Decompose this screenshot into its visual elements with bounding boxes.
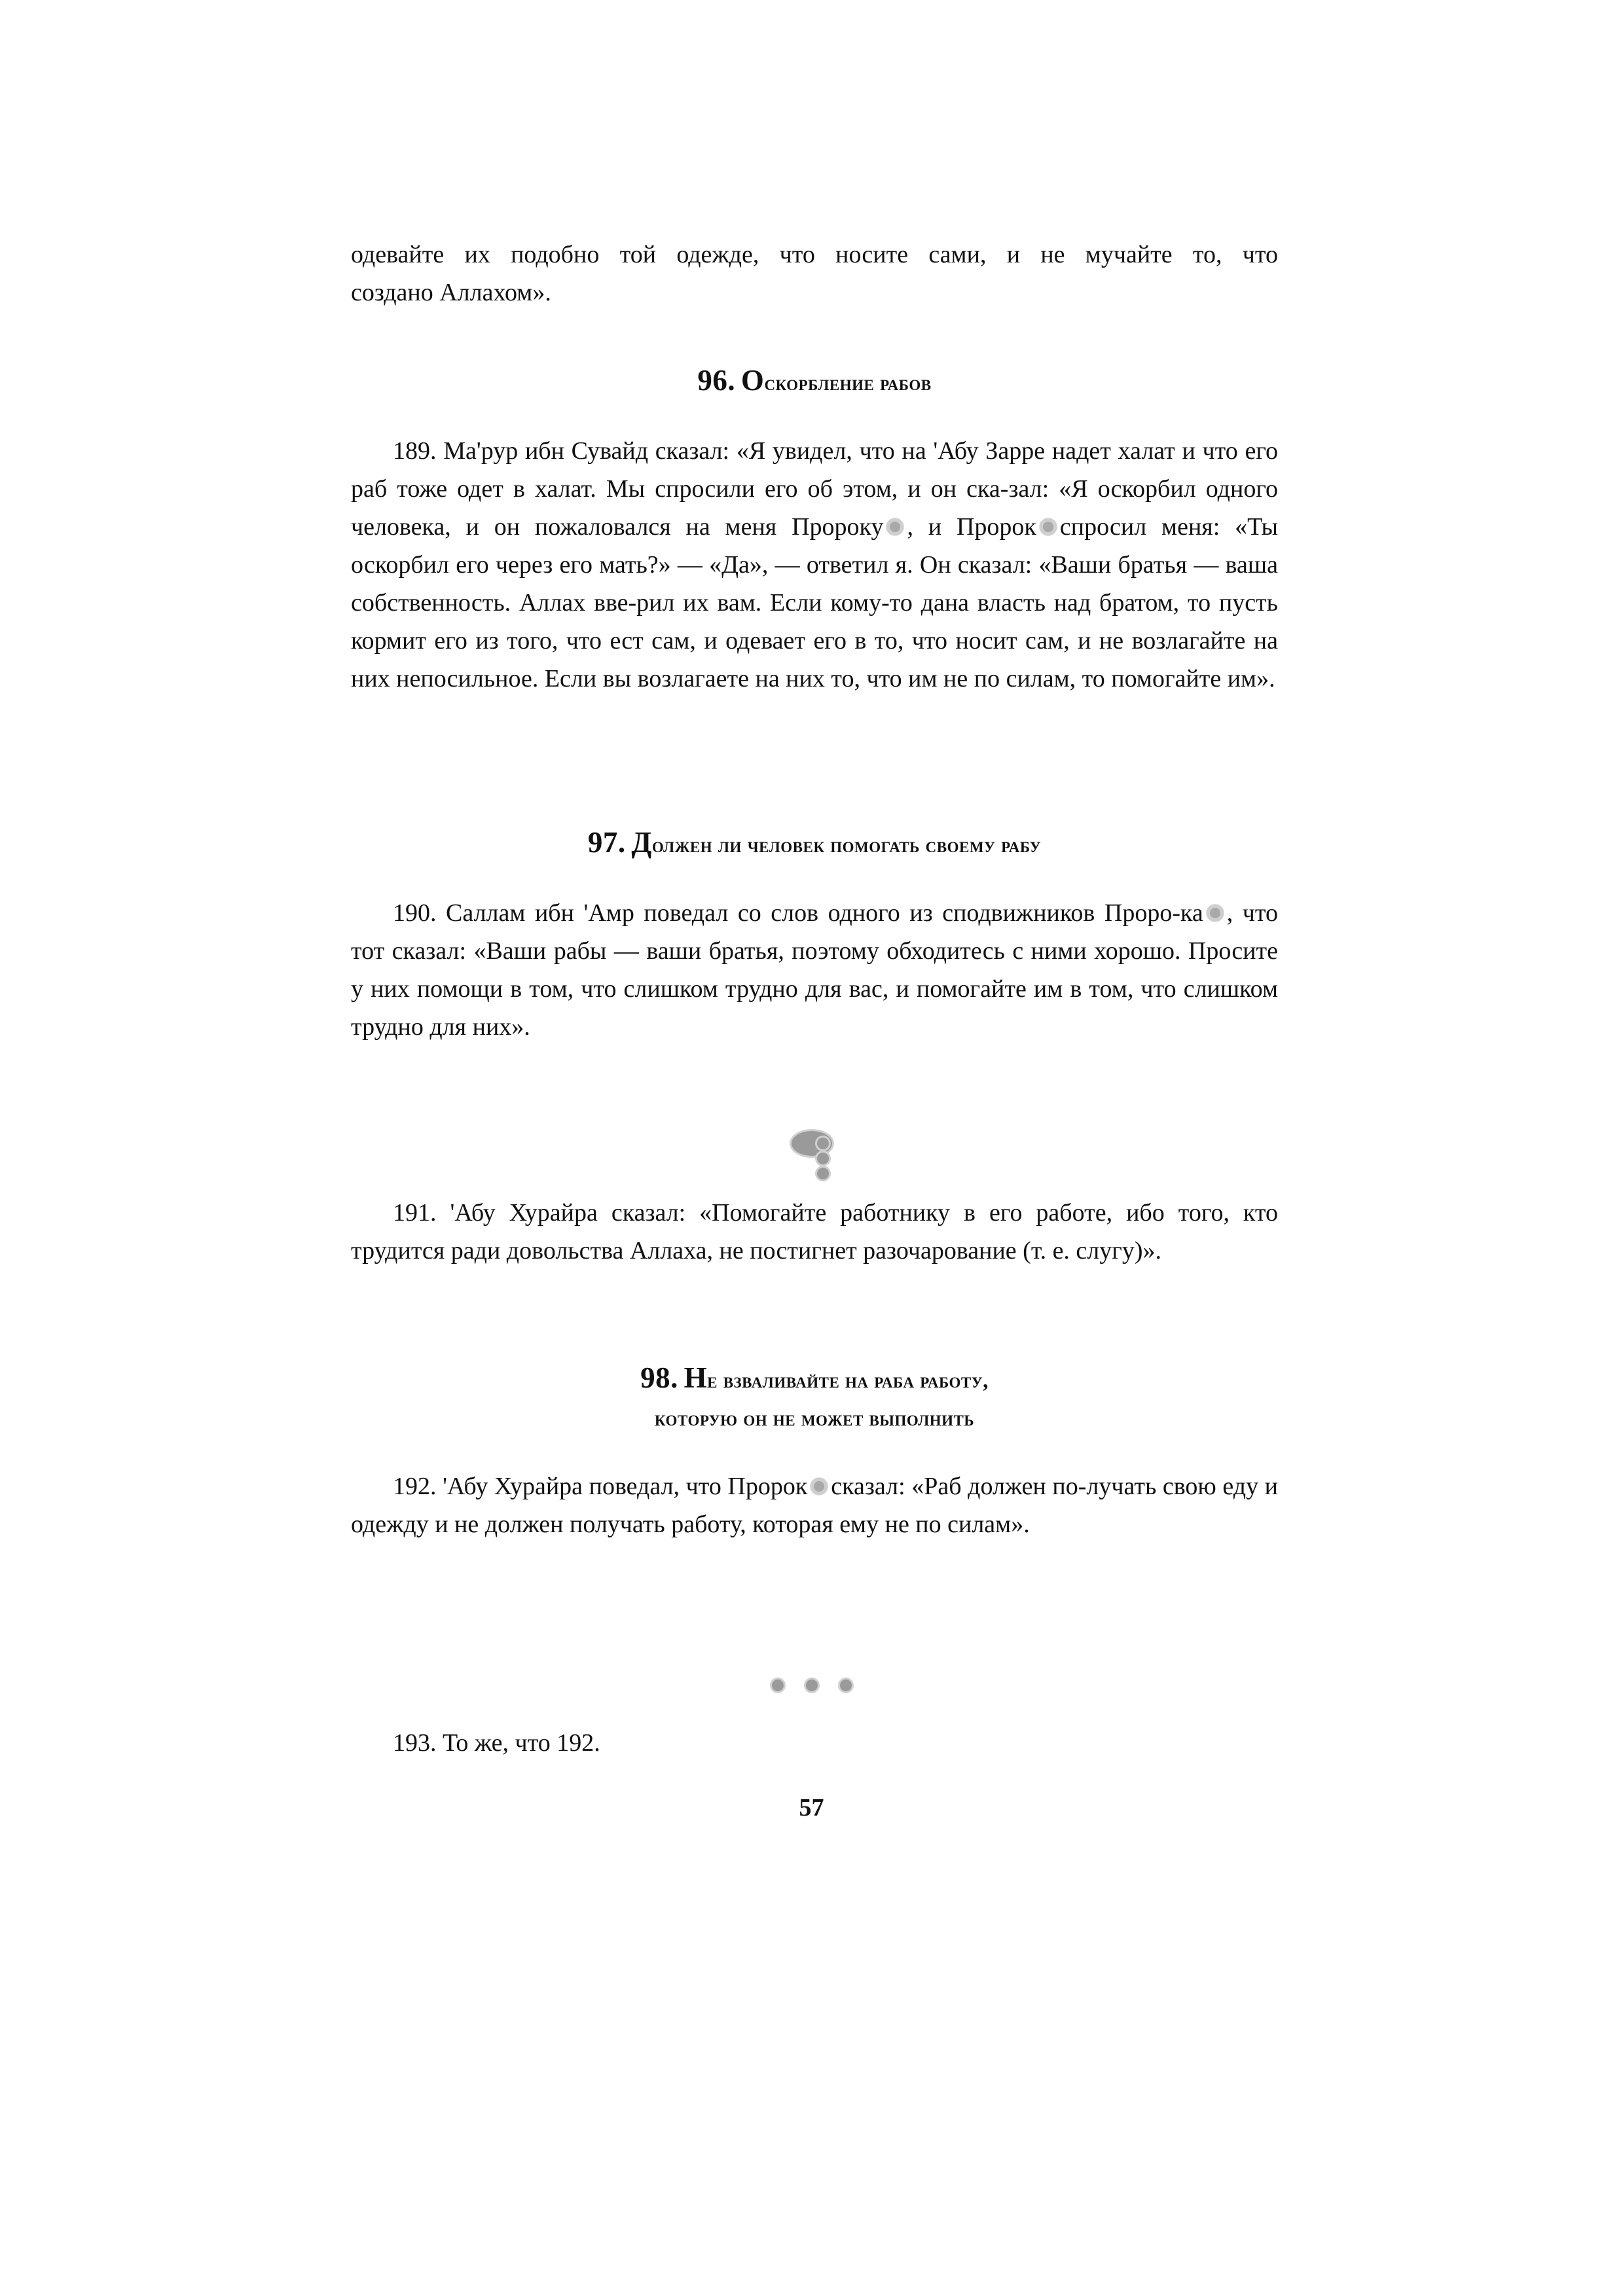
- hadith-text: , что тот сказал: «Ваши рабы — ваши братья, поэтому обходитесь с ними хорошо. Просите у них помощи в том, что слишком трудно для вас, и помогайте им в том, что слишком трудно для них».: [351, 899, 1278, 1041]
- paragraph-line: одевайте их подобно той одежде, что носите сами, и не мучайте то, что: [351, 241, 1278, 268]
- page-number: 57: [799, 1794, 824, 1821]
- chapter-heading-98: [351, 1359, 1278, 1438]
- hadith-text: спросил меня: «Ты оскорбил его через его мать?» — «Да», — ответил я. Он сказал: «Ваши братья — ваша собственность. Аллах вве-рил их вам. Если кому-то дана власть над братом, то пусть кормит его из того, что ест сам, и одевает его в то, что носит сам, и не возлагайте на них непосильное. Если вы возлагаете на них то, что им не по силам, то помогайте им».: [351, 513, 1278, 692]
- pbuh-icon: [1205, 903, 1226, 924]
- hadith-191: [351, 1194, 1278, 1270]
- pbuh-icon: [809, 1476, 830, 1497]
- star-icon: [806, 1679, 818, 1691]
- star-icon: [817, 1168, 829, 1179]
- section-separator: [0, 1679, 1623, 1695]
- chapter-title-initial: О: [740, 364, 765, 397]
- chapter-number: 97.: [587, 826, 626, 859]
- separator-box: [792, 1131, 832, 1156]
- pbuh-icon: [884, 516, 905, 537]
- hadith-text: 190. Саллам ибн 'Амр поведал со слов одного из сподвижников Проро-ка: [393, 899, 1203, 927]
- chapter-title-line2: которую он не может выполнить: [654, 1407, 975, 1431]
- pbuh-icon: [1038, 516, 1059, 537]
- chapter-title: олжен ли человек помогать своему рабу: [651, 834, 1042, 857]
- star-icon: [817, 1153, 829, 1164]
- section-separator: [0, 1131, 1623, 1183]
- hadith-text: 191. 'Абу Хурайра сказал: «Помогайте работнику в его работе, ибо того, кто трудится ради довольства Аллаха, не постигнет разочарование (т. е. слугу)».: [351, 1199, 1278, 1265]
- hadith-text: сказал: «Раб должен по-лучать свою еду и одежду и не должен получать работу, которая ему не по силам».: [351, 1473, 1278, 1538]
- paragraph-continuation: [351, 236, 1278, 312]
- chapter-title: скорбление рабов: [764, 372, 932, 395]
- chapter-title-initial: Н: [684, 1361, 708, 1394]
- hadith-text: 193. То же, что 192.: [393, 1729, 600, 1757]
- star-icon: [840, 1679, 852, 1691]
- hadith-190: [351, 894, 1278, 1046]
- hadith-text: , и Пророк: [907, 513, 1036, 541]
- chapter-heading-97: [351, 823, 1278, 865]
- hadith-193: [351, 1724, 1278, 1762]
- chapter-number: 96.: [697, 364, 736, 397]
- hadith-text: 189. Ма'рур ибн Сувайд сказал: «Я увидел, что на 'Абу Зарре надет халат и что его раб тоже одет в халат. Мы спросили его об этом, и он ска-зал: «Я оскорбил одного человека, и он пожаловался на меня Пророку: [351, 437, 1278, 541]
- hadith-text: 192. 'Абу Хурайра поведал, что Пророк: [393, 1473, 808, 1500]
- chapter-heading-96: [351, 361, 1278, 403]
- chapter-title: е взваливайте на раба работу,: [707, 1369, 989, 1393]
- star-icon: [817, 1138, 829, 1149]
- star-icon: [772, 1679, 784, 1691]
- paragraph-line: создано Аллахом».: [351, 279, 551, 306]
- chapter-title-initial: Д: [631, 826, 652, 859]
- hadith-189: [351, 432, 1278, 698]
- chapter-number: 98.: [640, 1361, 678, 1394]
- hadith-192: [351, 1467, 1278, 1543]
